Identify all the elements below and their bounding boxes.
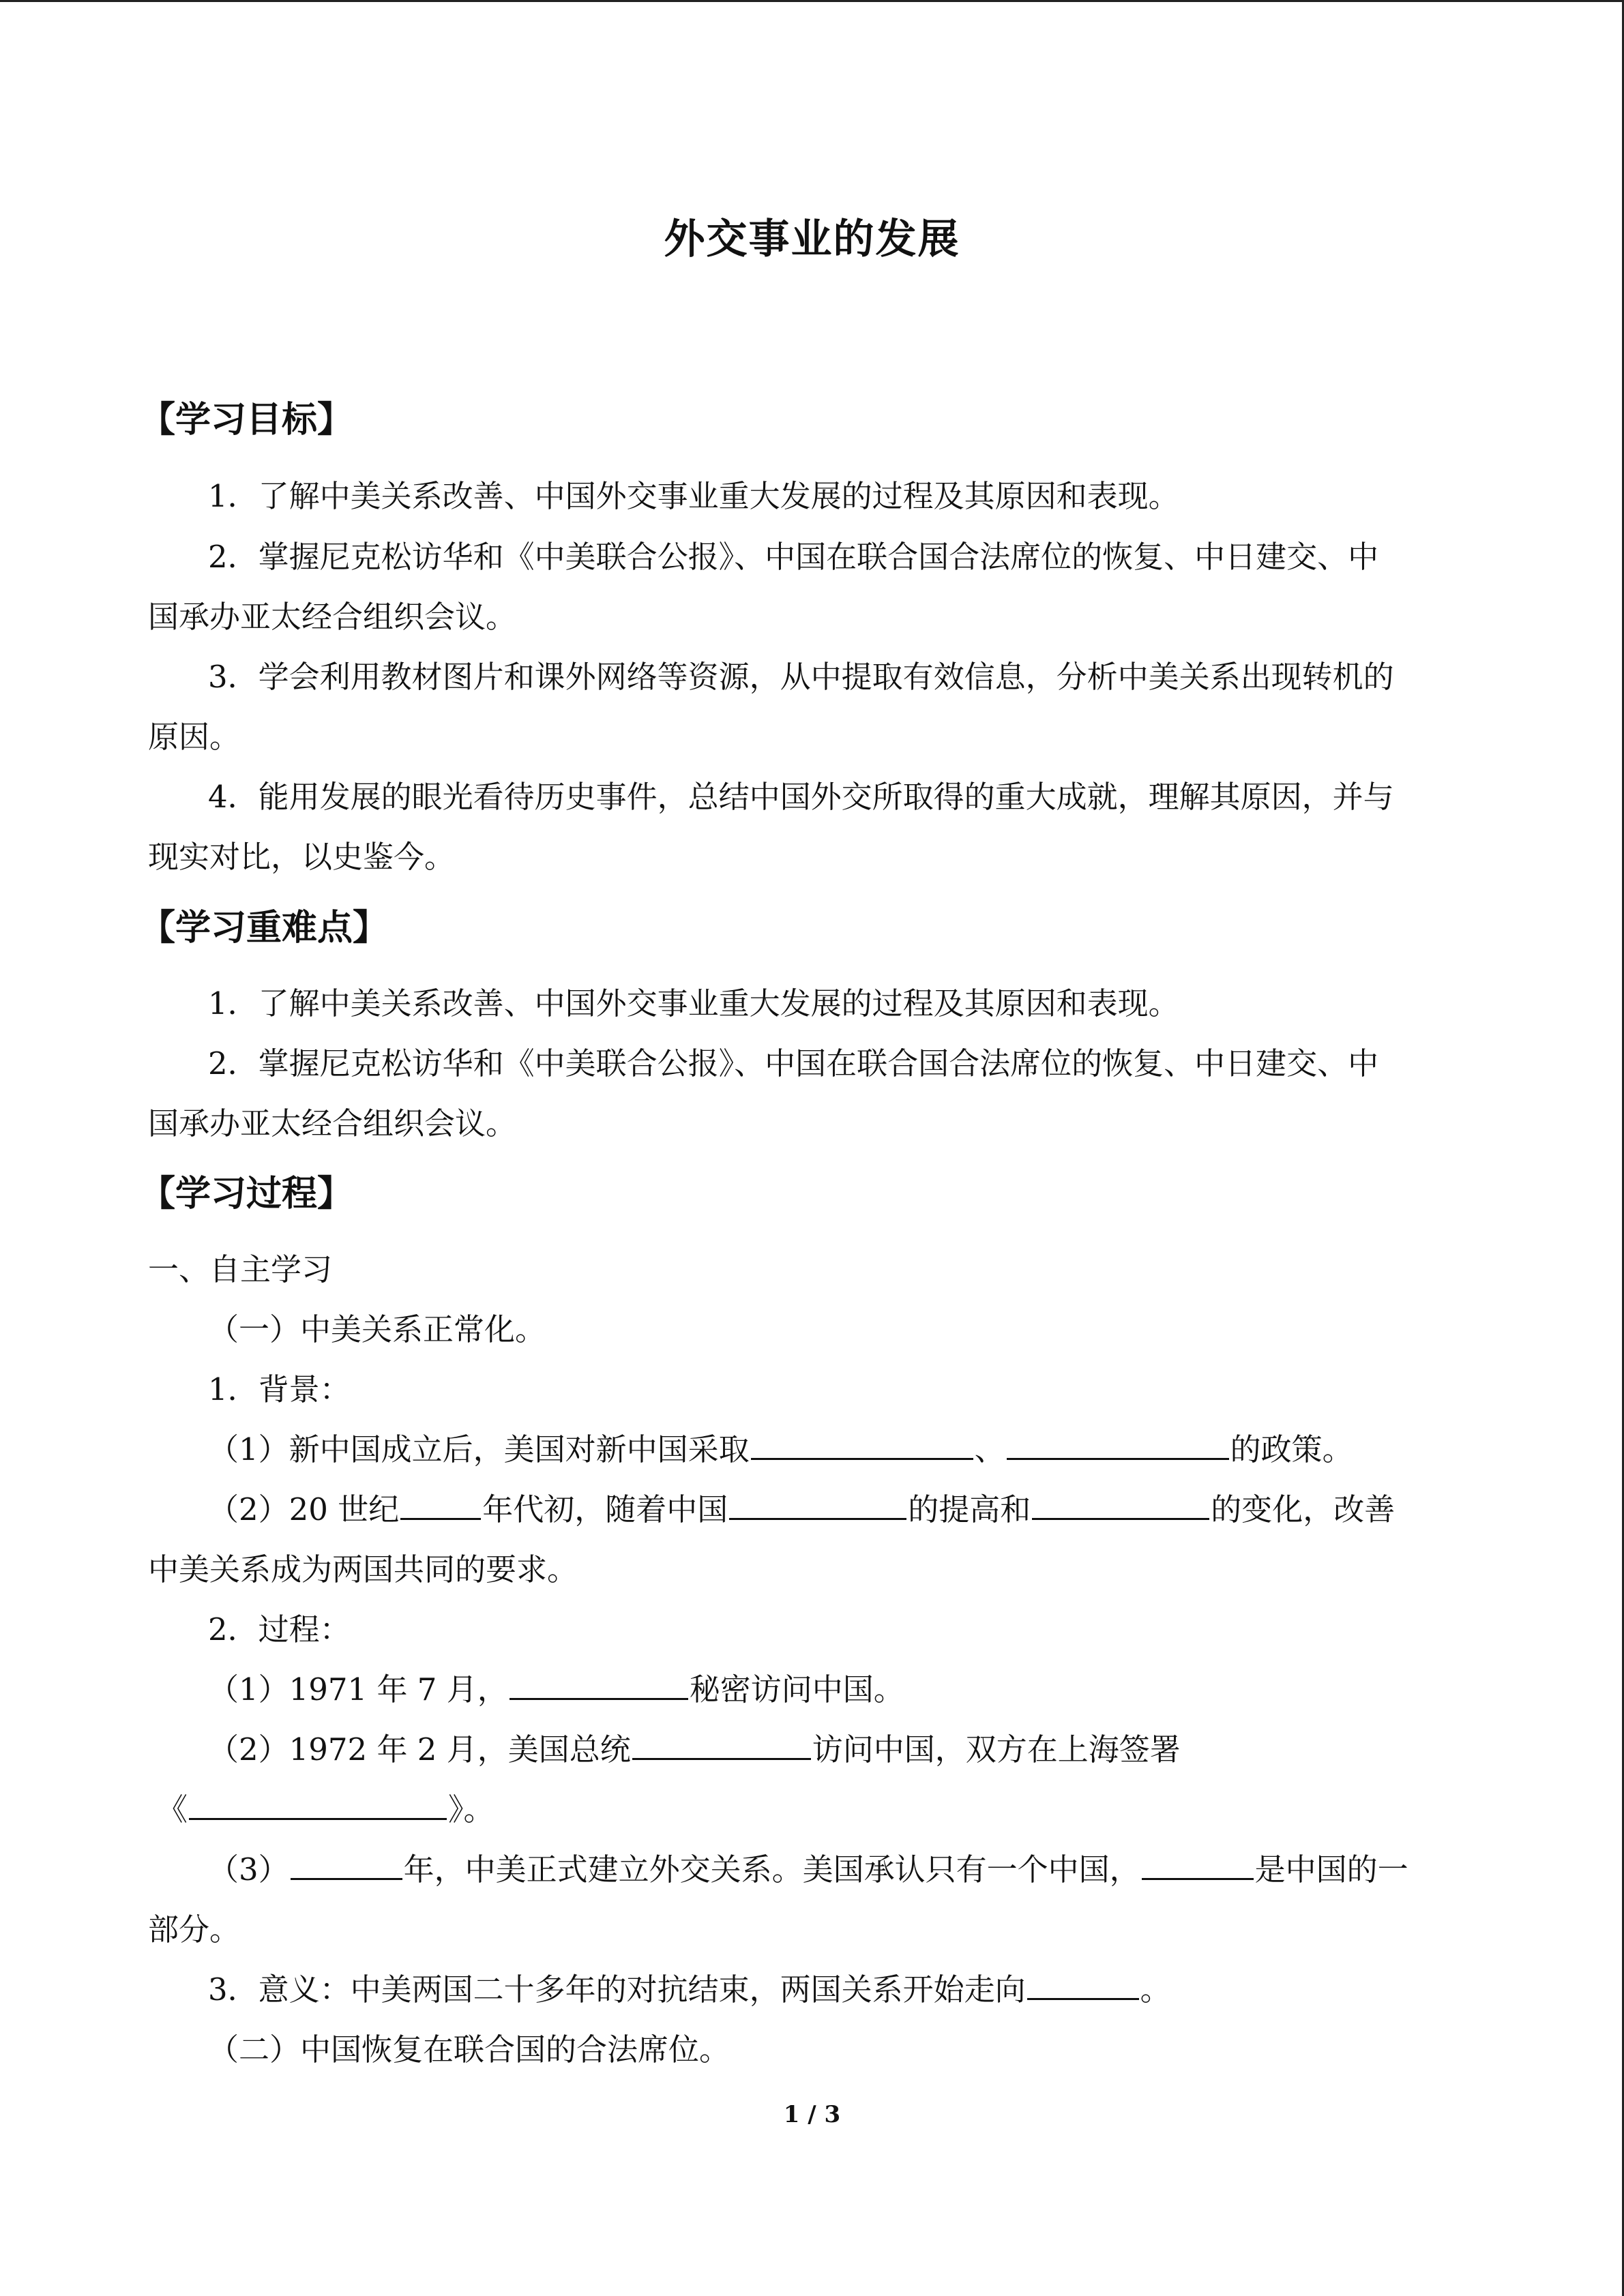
fill-blank[interactable]	[1032, 1488, 1209, 1520]
text-segment: 。	[1140, 1971, 1171, 2008]
text-segment: （1）1971 年 7 月，	[208, 1671, 508, 1708]
sub1-title: （一）中美关系正常化。	[208, 1311, 546, 1347]
text-segment: 3．意义：中美两国二十多年的对抗结束，两国关系开始走向	[208, 1971, 1026, 2008]
text-segment: 秘密访问中国。	[689, 1671, 904, 1708]
text-segment: 年代初，随着中国	[482, 1491, 728, 1527]
key-point-1: 1．了解中美关系改善、中国外交事业重大发展的过程及其原因和表现。	[208, 985, 1179, 1022]
key-point-2-cont: 国承办亚太经合组织会议。	[148, 1105, 517, 1142]
text-segment: 的提高和	[908, 1491, 1031, 1527]
text-segment: （2）1972 年 2 月，美国总统	[208, 1731, 631, 1768]
text-segment: 访问中国，双方在上海签署	[812, 1731, 1181, 1768]
objective-3: 3．学会利用教材图片和课外网络等资源，从中提取有效信息，分析中美关系出现转机的	[208, 659, 1394, 695]
text-segment: （2）20 世纪	[208, 1491, 400, 1527]
text-segment: 是中国的一	[1254, 1851, 1408, 1888]
sub2-title: （二）中国恢复在联合国的合法席位。	[208, 2031, 730, 2068]
key-point-2: 2．掌握尼克松访华和《中美联合公报》、中国在联合国合法席位的恢复、中日建交、中	[208, 1045, 1379, 1082]
part1-title: 一、自主学习	[148, 1251, 333, 1287]
text-segment: （1）新中国成立后，美国对新中国采取	[208, 1431, 750, 1467]
key-points-heading: 【学习重难点】	[140, 907, 389, 949]
text-segment: （3）	[208, 1851, 289, 1888]
text-segment: 的变化，改善	[1211, 1491, 1396, 1527]
process-label: 2．过程：	[208, 1611, 351, 1648]
text-segment: 、	[974, 1431, 1005, 1467]
objectives-heading: 【学习目标】	[140, 399, 353, 441]
objective-2: 2．掌握尼克松访华和《中美联合公报》、中国在联合国合法席位的恢复、中日建交、中	[208, 539, 1379, 575]
process-heading: 【学习过程】	[140, 1173, 353, 1214]
process-item-3-cont: 部分。	[148, 1911, 241, 1948]
objective-3-cont: 原因。	[148, 719, 241, 755]
text-segment: 年，中美正式建立外交关系。美国承认只有一个中国，	[403, 1851, 1140, 1888]
fill-blank[interactable]	[729, 1488, 906, 1520]
objective-4-cont: 现实对比，以史鉴今。	[148, 839, 456, 875]
process-item-2-cont	[157, 1780, 494, 1840]
fill-blank[interactable]	[1007, 1428, 1229, 1460]
objective-4: 4．能用发展的眼光看待历史事件，总结中国外交所取得的重大成就，理解其原因，并与	[208, 779, 1394, 815]
fill-blank[interactable]	[632, 1728, 811, 1760]
process-item-2	[208, 1720, 1181, 1780]
fill-blank[interactable]	[1027, 1968, 1139, 2000]
objective-1: 1．了解中美关系改善、中国外交事业重大发展的过程及其原因和表现。	[208, 478, 1179, 514]
process-item-1	[208, 1660, 904, 1720]
text-segment: 》。	[448, 1791, 494, 1828]
fill-blank[interactable]	[1142, 1848, 1254, 1880]
background-item-2-cont: 中美关系成为两国共同的要求。	[148, 1551, 578, 1587]
objective-2-cont: 国承办亚太经合组织会议。	[148, 599, 517, 635]
text-segment: 的政策。	[1230, 1431, 1353, 1467]
process-item-3	[208, 1840, 1408, 1900]
fill-blank[interactable]	[510, 1668, 688, 1700]
background-label: 1．背景：	[208, 1371, 351, 1407]
page-number: 1 / 3	[783, 2101, 841, 2128]
fill-blank[interactable]	[751, 1428, 973, 1460]
fill-blank[interactable]	[400, 1488, 481, 1520]
fill-blank[interactable]	[189, 1788, 447, 1820]
significance	[208, 1960, 1171, 2020]
background-item-2	[208, 1480, 1395, 1540]
text-segment: 《	[157, 1791, 188, 1828]
fill-blank[interactable]	[291, 1848, 402, 1880]
background-item-1	[208, 1420, 1353, 1480]
document-title: 外交事业的发展	[664, 215, 960, 263]
